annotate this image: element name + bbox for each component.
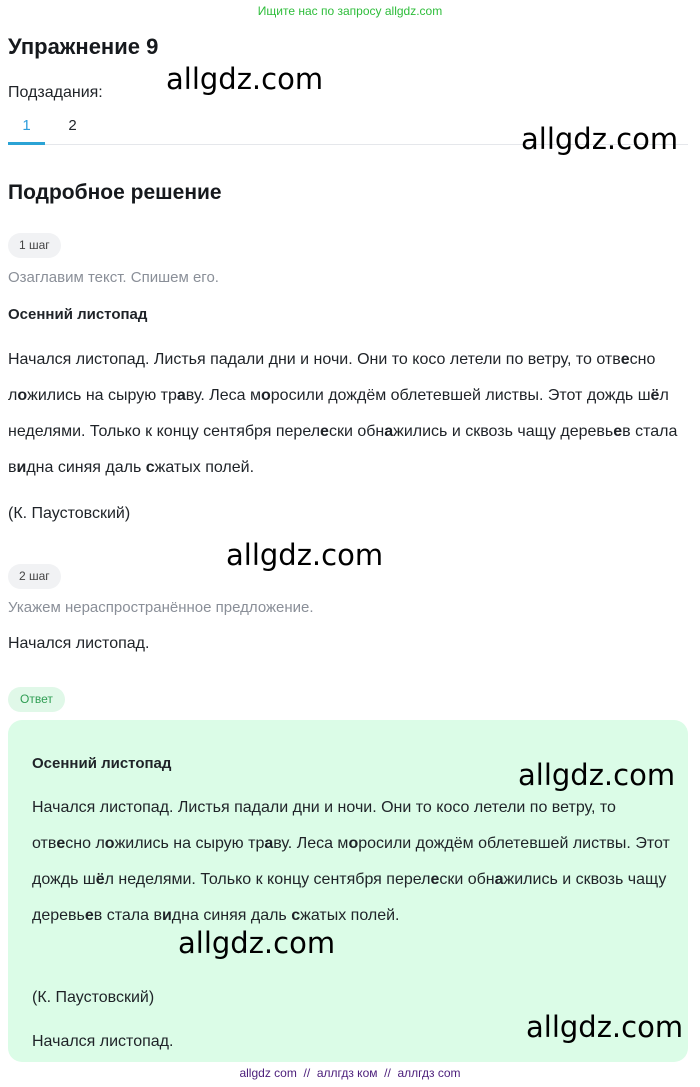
stressed-letter: е <box>430 871 440 888</box>
stressed-letter: ё <box>95 871 105 888</box>
stressed-letter: и <box>16 459 27 476</box>
text-segment: дна синяя даль <box>26 459 146 476</box>
text-segment: жились на сырую тр <box>114 835 265 852</box>
text-segment: Начался листопад. Листья падали дни и ночи. Они то косо летели по ветру, то отв <box>8 351 621 368</box>
stressed-letter: с <box>145 459 155 476</box>
answer-heading: Осенний листопад <box>32 755 172 772</box>
text-segment: Начался листопад. Листья падали дни и ночи. Они то косо летели по ветру, то отв <box>32 799 616 852</box>
text-segment: ски обн <box>439 871 495 888</box>
text-segment: в стала в <box>8 423 678 476</box>
text-segment: сно л <box>65 835 105 852</box>
text-segment: росили дождём облетевшей листвы. Этот дождь ш <box>32 835 670 888</box>
answer-author: (К. Паустовский) <box>32 989 155 1006</box>
text-segment: жились на сырую тр <box>27 387 177 404</box>
stressed-letter: а <box>494 871 504 888</box>
answer-badge: Ответ <box>8 687 65 712</box>
watermark: allgdz.com <box>226 538 384 572</box>
stressed-letter: а <box>176 387 186 404</box>
step-badge: 2 шаг <box>8 564 61 589</box>
stressed-letter: и <box>161 907 172 924</box>
answer-final: Начался листопад. <box>32 1033 174 1050</box>
text-segment: жатых полей. <box>300 907 400 924</box>
footer: allgdz com // аллгдз ком // аллгдз com <box>239 1066 461 1080</box>
answer-paragraph <box>32 790 672 934</box>
tab-1[interactable]: 1 <box>8 112 45 145</box>
subtasks-label: Подзадания: <box>8 84 103 101</box>
stressed-letter: а <box>264 835 274 852</box>
step-hint: Укажем нераспространённое предложение. <box>8 599 314 616</box>
stressed-letter: о <box>17 387 28 404</box>
stressed-letter: с <box>291 907 301 924</box>
stressed-letter: о <box>260 387 271 404</box>
text-segment: жились и сквозь чащу деревь <box>32 871 667 924</box>
page-title: Упражнение 9 <box>8 34 159 59</box>
stressed-letter: о <box>348 835 359 852</box>
stressed-letter: а <box>384 423 394 440</box>
text-segment: ву. Леса м <box>185 387 261 404</box>
text-segment: дна синяя даль <box>171 907 292 924</box>
text-segment: росили дождём облетевшей листвы. Этот дождь ш <box>270 387 651 404</box>
text-segment: л неделями. Только к концу сентября перел <box>104 871 431 888</box>
tab-2[interactable]: 2 <box>68 117 77 134</box>
watermark: allgdz.com <box>521 122 679 156</box>
stressed-letter: о <box>104 835 115 852</box>
text-author: (К. Паустовский) <box>8 505 131 522</box>
text-segment: ву. Леса м <box>273 835 349 852</box>
watermark: allgdz.com <box>178 926 336 960</box>
text-segment: сно л <box>8 351 656 404</box>
text-segment: ски обн <box>328 423 385 440</box>
text-paragraph <box>8 342 688 486</box>
stressed-letter: е <box>613 423 623 440</box>
watermark: allgdz.com <box>166 62 324 96</box>
text-segment: жились и сквозь чащу деревь <box>393 423 614 440</box>
step-badge: 1 шаг <box>8 233 61 258</box>
watermark: allgdz.com <box>526 1010 684 1044</box>
step-text: Начался листопад. <box>8 635 150 652</box>
text-segment: жатых полей. <box>154 459 255 476</box>
stressed-letter: е <box>620 351 630 368</box>
text-segment: в стала в <box>93 907 162 924</box>
search-banner: Ищите нас по запросу allgdz.com <box>257 4 443 18</box>
stressed-letter: ё <box>650 387 660 404</box>
stressed-letter: е <box>84 907 94 924</box>
section-title: Подробное решение <box>8 181 222 204</box>
text-segment: л неделями. Только к концу сентября перел <box>8 387 669 440</box>
step-hint: Озаглавим текст. Спишем его. <box>8 269 219 286</box>
stressed-letter: е <box>320 423 329 440</box>
stressed-letter: е <box>56 835 66 852</box>
text-heading: Осенний листопад <box>8 306 148 323</box>
watermark: allgdz.com <box>518 758 676 792</box>
